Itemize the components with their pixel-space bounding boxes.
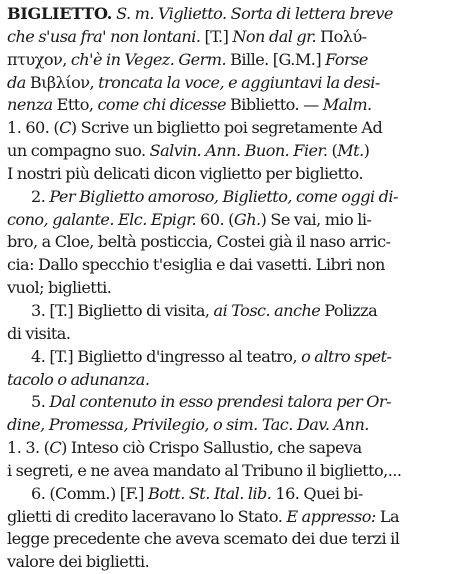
entry-line-4: da Βιβλίον, troncata la voce, e aggiuntavi la desi- (7, 72, 380, 92)
entry-line-8: I nostri più delicati dicon viglietto per biglietto. (7, 163, 363, 183)
entry-line-5: nenza Etto, come chi dicesse Biblietto. — Malm. (7, 95, 372, 115)
segment-4: Non dal gr. (232, 26, 317, 46)
entry-line-25: valore dei biglietti. (7, 552, 150, 572)
entry-line-12: cia: Dallo specchio t'esiglia e dai vasetti. Libri non (7, 255, 385, 275)
entry-line-14: 3. [T.] Biglietto di visita, ai Tosc. anche Polizza (31, 300, 378, 320)
entry-line-19 (7, 414, 467, 437)
entry-line-11: bro, a Cloe, beltà posticcia, Costei già il naso arric- (7, 232, 391, 252)
entry-line-2: che s'usa fra' non lontani. [T.] Non dal gr. Πολύ- (7, 26, 367, 46)
segment-3: che s'usa fra' non lontani. (7, 26, 201, 46)
segment-9: nenza (7, 95, 53, 115)
entry-line-18: 5. Dal contenuto in esso prendesi talora per Or- (31, 392, 391, 412)
entry-line-1 (7, 3, 467, 26)
entry-line-23: glietti di credito laceravano lo Stato. E appresso: La (7, 506, 400, 526)
segment-20: Bott. St. Ital. lib. (147, 483, 272, 503)
segment-13: Per Biglietto amoroso, Biglietto, come oggi di- (49, 186, 398, 206)
segment-15: ai Tosc. anche (213, 300, 321, 320)
headword: BIGLIETTO. (7, 4, 113, 23)
segment-12: Salvin. Ann. Buon. Fier. (149, 141, 328, 161)
segment-7: da (7, 72, 26, 92)
segment-18: Dal contenuto in esso prendesi talora per Or- (49, 392, 391, 412)
segment-21: E appresso: (286, 506, 376, 526)
entry-line-10: cono, galante. Elc. Epigr. 60. (Gh.) Se vai, mio li- (7, 209, 372, 229)
entry-line-9: 2. Per Biglietto amoroso, Biglietto, come oggi di- (31, 186, 398, 206)
entry-line-16: 4. [T.] Biglietto d'ingresso al teatro, o altro spet- (31, 346, 392, 366)
entry-line-15: di visita. (7, 323, 71, 343)
entry-line-21: i segreti, e ne avea mandato al Tribuno il biglietto,... (7, 460, 402, 480)
entry-line-7: un compagno suo. Salvin. Ann. Buon. Fier. (Mt.) (7, 141, 370, 161)
entry-line-3: πτυχον, ch'è in Vegez. Germ. Bille. [G.M.] Forse (7, 49, 368, 69)
segment-6: Forse (325, 49, 368, 69)
segment-8: troncata la voce, e aggiuntavi la desi- (98, 72, 380, 92)
segment-10: come chi dicesse (97, 95, 226, 115)
segment-16: o altro spet- (301, 346, 392, 366)
segment-11: Malm. (322, 95, 372, 115)
segment-19: dine, Promessa, Privilegio, o sim. Tac. Dav. Ann. (7, 415, 369, 435)
dictionary-entry-biglietto (7, 3, 467, 574)
entry-line-20: 1. 3. (C) Inteso ciò Crispo Sallustio, che sapeva (7, 438, 362, 458)
segment-17: tacolo o adunanza. (7, 369, 150, 389)
segment-14: cono, galante. Elc. Epigr. (7, 209, 197, 229)
entry-line-6: 1. 60. (C) Scrive un biglietto poi segretamente Ad (7, 118, 383, 138)
entry-line-17 (7, 369, 467, 392)
segment-2: S. m. Viglietto. Sorta di lettera breve (116, 4, 393, 23)
segment-5: ch'è in Vegez. Germ. (70, 49, 227, 69)
entry-line-22: 6. (Comm.) [F.] Bott. St. Ital. lib. 16. Quei bi- (31, 483, 363, 503)
entry-line-24: legge precedente che aveva scemato dei due terzi il (7, 529, 400, 549)
entry-line-13: vuol; biglietti. (7, 278, 112, 298)
